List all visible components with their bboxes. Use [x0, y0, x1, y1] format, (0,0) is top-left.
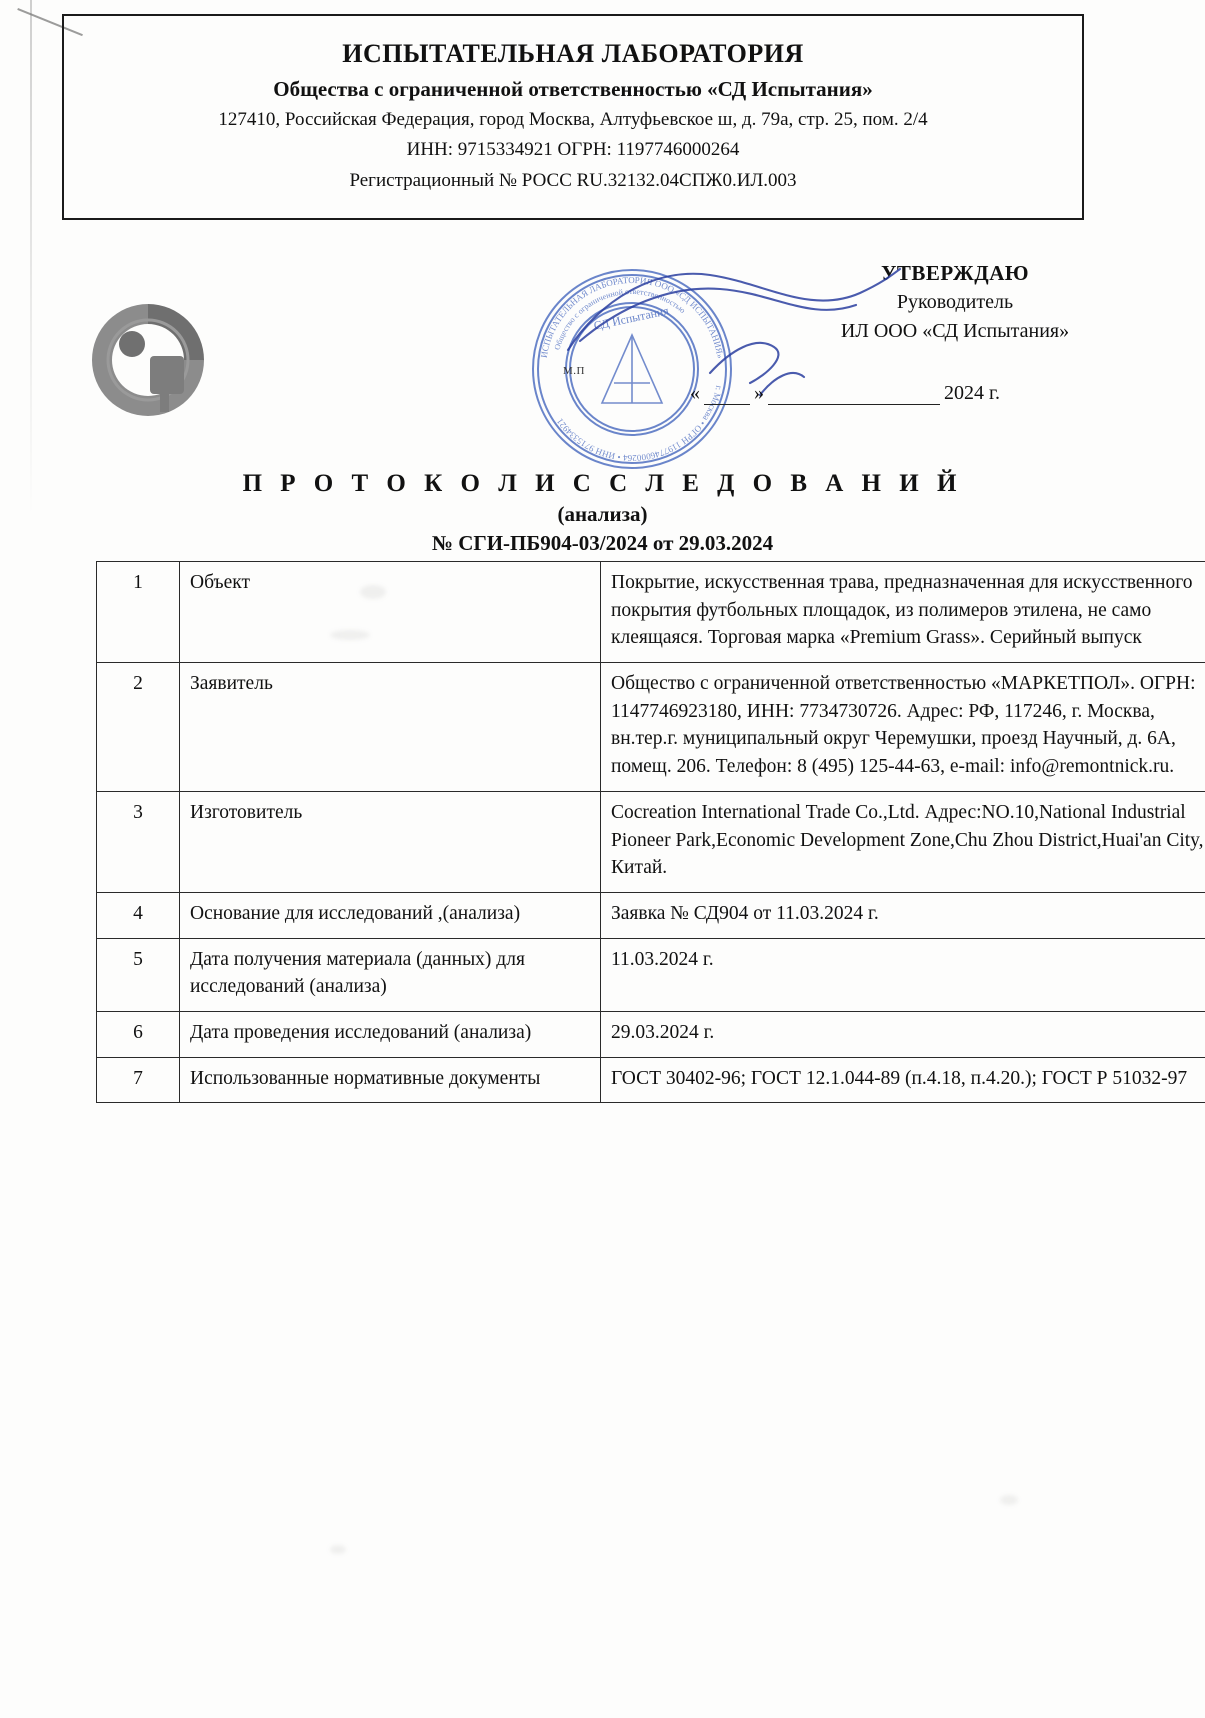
row-label: Изготовитель — [180, 791, 601, 892]
protocol-title: П Р О Т О К О Л И С С Л Е Д О В А Н И Й — [242, 470, 963, 497]
approval-date-line — [690, 382, 1080, 405]
row-number: 5 — [97, 938, 180, 1011]
approval-title: УТВЕРЖДАЮ — [880, 261, 1030, 285]
approval-role: Руководитель — [896, 291, 1014, 314]
protocol-table — [96, 561, 1205, 1103]
table-row — [97, 791, 1205, 892]
row-value: Заявка № СД904 от 11.03.2024 г. — [601, 892, 1205, 938]
scan-artifact-edge — [30, 0, 32, 1718]
scan-smudge — [360, 585, 386, 599]
scan-smudge — [330, 1545, 346, 1554]
scan-smudge — [330, 630, 370, 640]
row-number: 1 — [97, 562, 180, 663]
row-number: 6 — [97, 1011, 180, 1057]
table-row — [97, 663, 1205, 792]
date-month-blank[interactable] — [768, 387, 940, 405]
table-row — [97, 938, 1205, 1011]
approval-year: 2024 г. — [944, 382, 1000, 404]
date-day-blank[interactable] — [704, 387, 750, 405]
table-row — [97, 1011, 1205, 1057]
row-value: ГОСТ 30402-96; ГОСТ 12.1.044-89 (п.4.18, п.4.20.); ГОСТ Р 51032-97 — [601, 1057, 1205, 1103]
date-quote-close: » — [754, 382, 764, 404]
row-number: 3 — [97, 791, 180, 892]
row-number: 2 — [97, 663, 180, 792]
round-blue-stamp-icon — [525, 262, 740, 477]
svg-text:ИСПЫТАТЕЛЬНАЯ ЛАБОРАТОРИЯ ООО: ИСПЫТАТЕЛЬНАЯ ЛАБОРАТОРИЯ ООО «СД ИСПЫТАНИЯ» — [538, 274, 726, 360]
date-quote-open: « — [690, 382, 700, 404]
protocol-subtitle: (анализа) — [557, 502, 648, 526]
lab-inn-ogrn: ИНН: 9715334921 ОГРН: 1197746000264 — [406, 139, 740, 161]
approval-block — [765, 258, 1145, 346]
stamp-mp-label: М.П — [563, 365, 585, 377]
lab-registration: Регистрационный № РОСС RU.32132.04СПЖ0.ИЛ.003 — [349, 169, 797, 191]
lab-address: 127410, Российская Федерация, город Москва, Алтуфьевское ш, д. 79а, стр. 25, пом. 2/4 — [218, 108, 928, 130]
row-number: 4 — [97, 892, 180, 938]
lab-title: ИСПЫТАТЕЛЬНАЯ ЛАБОРАТОРИЯ — [342, 39, 804, 68]
row-value: 29.03.2024 г. — [601, 1011, 1205, 1057]
svg-text:Общество с ограниченной ответс: Общество с ограниченной ответственностью — [552, 286, 688, 351]
row-value: Общество с ограниченной ответственностью «МАРКЕТПОЛ». ОГРН: 1147746923180, ИНН: 7734730726. Адрес: РФ, 117246, г. Москва, вн.тер.г. муниципальный округ Черемушки, проезд Научный, д. 6А, помещ. 206. Телефон: 8 (495) 125-44-63, e-mail: info@remontnick.ru. — [601, 663, 1205, 792]
protocol-number: № СГИ-ПБ904-03/2024 от 29.03.2024 — [431, 531, 774, 555]
lab-org-name: Общества с ограниченной ответственностью «СД Испытания» — [273, 76, 873, 101]
table-row — [97, 562, 1205, 663]
approval-org: ИЛ ООО «СД Испытания» — [840, 320, 1070, 343]
row-label: Дата получения материала (данных) для исследований (анализа) — [180, 938, 601, 1011]
row-value: Покрытие, искусственная трава, предназначенная для искусственного покрытия футбольных площадок, из полимеров этилена, не само клеящаяся. Торговая марка «Premium Grass». Серийный выпуск — [601, 562, 1205, 663]
letterhead-box — [62, 14, 1084, 220]
table-row — [97, 1057, 1205, 1103]
row-label: Дата проведения исследований (анализа) — [180, 1011, 601, 1057]
protocol-heading — [0, 470, 1205, 556]
row-number: 7 — [97, 1057, 180, 1103]
row-value: Cocreation International Trade Co.,Ltd. Адрес:NO.10,National Industrial Pioneer Park,Economic Development Zone,Chu Zhou District,Huai'an City, Китай. — [601, 791, 1205, 892]
row-label: Основание для исследований ,(анализа) — [180, 892, 601, 938]
row-label: Заявитель — [180, 663, 601, 792]
svg-text:г. Москва • ОГРН 1197746000264: г. Москва • ОГРН 1197746000264 • ИНН 9715334921 — [554, 384, 725, 464]
scan-smudge — [1000, 1495, 1018, 1505]
svg-text:СД Испытания: СД Испытания — [592, 303, 670, 333]
row-label: Использованные нормативные документы — [180, 1057, 601, 1103]
row-label: Объект — [180, 562, 601, 663]
table-row — [97, 892, 1205, 938]
company-logo-icon — [88, 300, 208, 420]
row-value: 11.03.2024 г. — [601, 938, 1205, 1011]
